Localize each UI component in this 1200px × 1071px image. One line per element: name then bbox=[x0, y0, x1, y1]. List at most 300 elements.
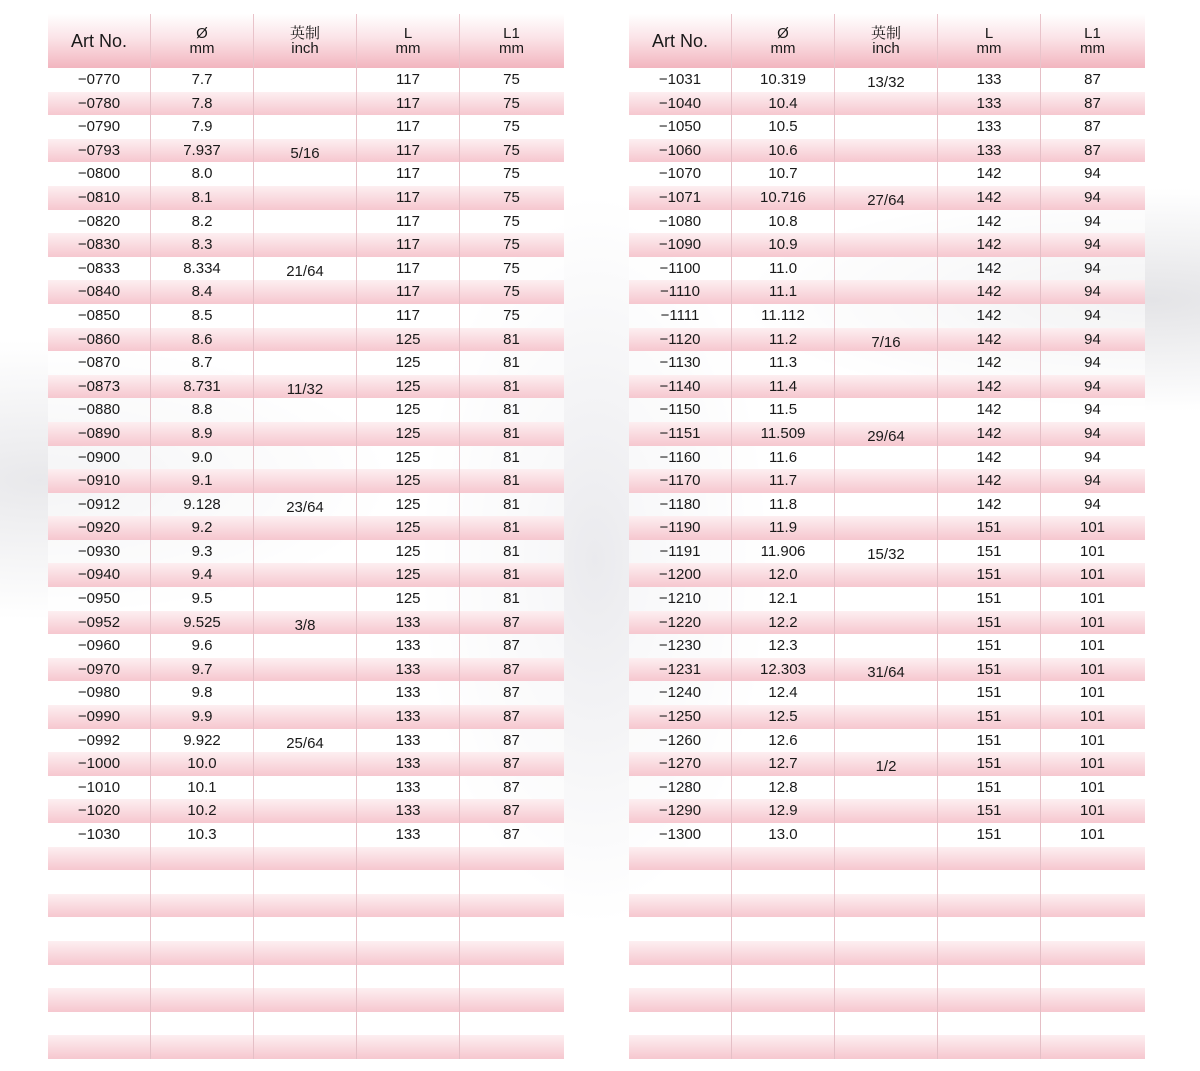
cell-length1: 101 bbox=[1079, 731, 1106, 749]
cell-art-no bbox=[48, 1012, 151, 1036]
cell-length1: 94 bbox=[1084, 306, 1101, 324]
cell-diameter: 12.1 bbox=[732, 587, 835, 611]
table-row bbox=[629, 587, 1145, 611]
cell-inch bbox=[835, 351, 938, 375]
header-diameter-symbol: Ø bbox=[777, 25, 789, 42]
cell-diameter: 10.0 bbox=[151, 752, 254, 776]
cell-art-no bbox=[629, 847, 732, 871]
cell-art-no: −0890 bbox=[48, 422, 151, 446]
cell-diameter: 11.3 bbox=[732, 351, 835, 375]
table-row bbox=[48, 870, 564, 894]
cell-length1: 94 bbox=[1084, 424, 1101, 442]
table-row bbox=[48, 823, 564, 847]
cell-length1: 101 bbox=[1079, 519, 1106, 537]
cell-art-no: −1300 bbox=[629, 823, 732, 847]
cell-art-no: −1180 bbox=[629, 493, 732, 517]
header-inch-unit: inch bbox=[291, 40, 319, 57]
cell-art-no: −1050 bbox=[629, 115, 732, 139]
cell-length bbox=[357, 965, 460, 989]
cell-diameter bbox=[732, 894, 835, 918]
cell-diameter: 12.2 bbox=[732, 611, 835, 635]
cell-art-no: −1060 bbox=[629, 139, 732, 163]
table-row bbox=[48, 634, 564, 658]
cell-length: 151 bbox=[938, 729, 1041, 753]
cell-art-no bbox=[48, 965, 151, 989]
cell-length1: 81 bbox=[503, 330, 520, 348]
header-length1 bbox=[460, 14, 563, 68]
cell-length1: 101 bbox=[1079, 708, 1106, 726]
cell-inch: 25/64 bbox=[254, 729, 357, 753]
cell-length1: 87 bbox=[503, 802, 520, 820]
cell-diameter: 8.3 bbox=[151, 233, 254, 257]
cell-inch bbox=[254, 870, 357, 894]
cell-length1: 75 bbox=[503, 71, 520, 88]
cell-art-no: −1100 bbox=[629, 257, 732, 281]
cell-diameter: 9.6 bbox=[151, 634, 254, 658]
cell-art-no: −1170 bbox=[629, 469, 732, 493]
table-row bbox=[629, 658, 1145, 682]
cell-length: 142 bbox=[938, 469, 1041, 493]
table-row bbox=[629, 941, 1145, 965]
header-art-no bbox=[48, 14, 151, 68]
header-art-label: Art No. bbox=[651, 30, 708, 51]
table-row bbox=[629, 375, 1145, 399]
cell-diameter: 10.6 bbox=[732, 139, 835, 163]
cell-diameter: 8.334 bbox=[151, 257, 254, 281]
cell-length1: 81 bbox=[503, 519, 520, 537]
header-length1-symbol: L1 bbox=[503, 25, 520, 42]
cell-art-no: −1010 bbox=[48, 776, 151, 800]
cell-art-no: −0992 bbox=[48, 729, 151, 753]
cell-diameter bbox=[151, 894, 254, 918]
cell-art-no: −1070 bbox=[629, 162, 732, 186]
cell-inch bbox=[254, 398, 357, 422]
header-length-symbol: L bbox=[403, 25, 413, 42]
cell-art-no bbox=[629, 894, 732, 918]
cell-art-no bbox=[629, 917, 732, 941]
cell-length1: 87 bbox=[503, 778, 520, 796]
cell-inch bbox=[835, 988, 938, 1012]
cell-inch bbox=[835, 611, 938, 635]
cell-art-no: −1071 bbox=[629, 186, 732, 210]
cell-length1: 94 bbox=[1084, 165, 1101, 183]
cell-inch bbox=[835, 516, 938, 540]
cell-length1 bbox=[1041, 870, 1144, 894]
cell-diameter: 11.0 bbox=[732, 257, 835, 281]
cell-length1: 94 bbox=[1084, 354, 1101, 372]
spec-table-left bbox=[48, 14, 564, 1059]
table-row bbox=[48, 799, 564, 823]
table-row bbox=[48, 776, 564, 800]
cell-length1: 87 bbox=[503, 637, 520, 655]
cell-inch bbox=[835, 469, 938, 493]
cell-length: 117 bbox=[357, 92, 460, 116]
table-row bbox=[629, 186, 1145, 210]
header-inch-chinese: 英制 bbox=[870, 25, 901, 42]
cell-diameter: 9.922 bbox=[151, 729, 254, 753]
cell-art-no bbox=[48, 1035, 151, 1059]
cell-art-no: −1130 bbox=[629, 351, 732, 375]
cell-art-no: −0790 bbox=[48, 115, 151, 139]
cell-length1: 75 bbox=[503, 118, 520, 136]
cell-length: 151 bbox=[938, 776, 1041, 800]
cell-length: 133 bbox=[357, 823, 460, 847]
cell-inch: 13/32 bbox=[835, 68, 938, 92]
cell-art-no: −1270 bbox=[629, 752, 732, 776]
cell-length: 133 bbox=[357, 658, 460, 682]
cell-inch bbox=[254, 446, 357, 470]
cell-art-no: −1090 bbox=[629, 233, 732, 257]
cell-art-no: −0910 bbox=[48, 469, 151, 493]
cell-length1 bbox=[460, 917, 563, 941]
cell-inch bbox=[254, 162, 357, 186]
cell-diameter bbox=[732, 1012, 835, 1036]
cell-diameter bbox=[151, 965, 254, 989]
cell-art-no: −1000 bbox=[48, 752, 151, 776]
cell-inch bbox=[254, 233, 357, 257]
cell-art-no: −0800 bbox=[48, 162, 151, 186]
table-body bbox=[48, 68, 564, 1059]
table-row bbox=[629, 776, 1145, 800]
cell-diameter bbox=[732, 870, 835, 894]
cell-diameter: 8.0 bbox=[151, 162, 254, 186]
cell-length: 125 bbox=[357, 398, 460, 422]
table-row bbox=[629, 304, 1145, 328]
cell-inch bbox=[835, 587, 938, 611]
cell-diameter: 11.509 bbox=[732, 422, 835, 446]
cell-length: 117 bbox=[357, 257, 460, 281]
cell-art-no: −1260 bbox=[629, 729, 732, 753]
cell-length1: 94 bbox=[1084, 259, 1101, 277]
cell-length: 133 bbox=[357, 611, 460, 635]
table-row bbox=[629, 469, 1145, 493]
cell-diameter: 9.3 bbox=[151, 540, 254, 564]
cell-inch bbox=[254, 705, 357, 729]
header-diameter-unit: mm bbox=[770, 40, 796, 57]
cell-art-no bbox=[629, 870, 732, 894]
cell-diameter: 8.5 bbox=[151, 304, 254, 328]
cell-diameter: 8.731 bbox=[151, 375, 254, 399]
cell-length1 bbox=[460, 1012, 563, 1036]
cell-diameter: 10.9 bbox=[732, 233, 835, 257]
header-diameter-unit: mm bbox=[189, 40, 215, 57]
cell-length: 125 bbox=[357, 375, 460, 399]
cell-length: 142 bbox=[938, 493, 1041, 517]
cell-length: 151 bbox=[938, 611, 1041, 635]
cell-diameter bbox=[732, 941, 835, 965]
cell-inch bbox=[835, 92, 938, 116]
table-row bbox=[629, 257, 1145, 281]
header-length1-unit: mm bbox=[1080, 40, 1105, 57]
cell-length: 142 bbox=[938, 186, 1041, 210]
cell-inch bbox=[254, 894, 357, 918]
cell-art-no: −0952 bbox=[48, 611, 151, 635]
cell-art-no: −0850 bbox=[48, 304, 151, 328]
cell-inch: 1/2 bbox=[835, 752, 938, 776]
table-row bbox=[629, 611, 1145, 635]
cell-inch bbox=[254, 752, 357, 776]
table-row bbox=[48, 540, 564, 564]
cell-inch: 15/32 bbox=[835, 540, 938, 564]
cell-inch bbox=[254, 799, 357, 823]
cell-inch bbox=[835, 398, 938, 422]
cell-diameter: 10.716 bbox=[732, 186, 835, 210]
header-diameter bbox=[732, 14, 835, 68]
cell-art-no bbox=[48, 988, 151, 1012]
cell-length: 125 bbox=[357, 587, 460, 611]
table-row bbox=[48, 516, 564, 540]
cell-length bbox=[938, 917, 1041, 941]
cell-diameter: 7.8 bbox=[151, 92, 254, 116]
cell-inch bbox=[835, 634, 938, 658]
cell-diameter: 11.7 bbox=[732, 469, 835, 493]
spec-table-right bbox=[629, 14, 1145, 1059]
cell-length1 bbox=[1041, 1012, 1144, 1036]
table-row bbox=[48, 941, 564, 965]
table-row bbox=[629, 729, 1145, 753]
cell-length bbox=[357, 870, 460, 894]
cell-diameter: 11.1 bbox=[732, 280, 835, 304]
cell-inch bbox=[254, 587, 357, 611]
cell-length: 151 bbox=[938, 634, 1041, 658]
cell-length1: 94 bbox=[1084, 495, 1101, 513]
cell-length1: 101 bbox=[1079, 613, 1106, 631]
table-row bbox=[629, 398, 1145, 422]
table-row bbox=[629, 1035, 1145, 1059]
table-row bbox=[48, 68, 564, 92]
table-row bbox=[629, 233, 1145, 257]
cell-length: 117 bbox=[357, 115, 460, 139]
cell-inch bbox=[835, 563, 938, 587]
cell-art-no: −1210 bbox=[629, 587, 732, 611]
cell-diameter: 9.128 bbox=[151, 493, 254, 517]
cell-diameter: 12.0 bbox=[732, 563, 835, 587]
cell-inch bbox=[835, 894, 938, 918]
table-row bbox=[48, 1035, 564, 1059]
cell-length1: 87 bbox=[503, 684, 520, 702]
cell-inch: 31/64 bbox=[835, 658, 938, 682]
cell-art-no bbox=[629, 988, 732, 1012]
cell-inch bbox=[835, 847, 938, 871]
table-row bbox=[48, 611, 564, 635]
cell-art-no bbox=[629, 941, 732, 965]
cell-diameter: 12.8 bbox=[732, 776, 835, 800]
table-row bbox=[48, 894, 564, 918]
cell-length: 117 bbox=[357, 68, 460, 92]
cell-diameter: 10.5 bbox=[732, 115, 835, 139]
cell-inch bbox=[254, 186, 357, 210]
cell-length bbox=[938, 894, 1041, 918]
cell-length1: 94 bbox=[1084, 448, 1101, 466]
cell-diameter: 8.1 bbox=[151, 186, 254, 210]
cell-length bbox=[357, 917, 460, 941]
cell-art-no bbox=[629, 965, 732, 989]
cell-length: 151 bbox=[938, 563, 1041, 587]
cell-inch bbox=[835, 1012, 938, 1036]
cell-diameter: 10.2 bbox=[151, 799, 254, 823]
cell-length1: 101 bbox=[1079, 778, 1106, 796]
table-row bbox=[629, 823, 1145, 847]
cell-art-no: −1190 bbox=[629, 516, 732, 540]
table-row bbox=[629, 162, 1145, 186]
cell-length1: 101 bbox=[1079, 755, 1106, 773]
cell-length1: 94 bbox=[1084, 188, 1101, 206]
cell-art-no: −0840 bbox=[48, 280, 151, 304]
cell-art-no: −1240 bbox=[629, 681, 732, 705]
cell-diameter bbox=[732, 847, 835, 871]
cell-art-no: −0990 bbox=[48, 705, 151, 729]
cell-diameter: 10.319 bbox=[732, 68, 835, 92]
cell-inch bbox=[254, 68, 357, 92]
cell-inch bbox=[254, 351, 357, 375]
table-row bbox=[48, 398, 564, 422]
cell-diameter: 11.9 bbox=[732, 516, 835, 540]
table-row bbox=[48, 186, 564, 210]
cell-art-no: −1080 bbox=[629, 210, 732, 234]
cell-diameter: 9.5 bbox=[151, 587, 254, 611]
cell-length: 133 bbox=[938, 92, 1041, 116]
cell-inch bbox=[835, 799, 938, 823]
cell-inch: 23/64 bbox=[254, 493, 357, 517]
cell-inch bbox=[835, 115, 938, 139]
table-row bbox=[629, 799, 1145, 823]
cell-length1: 87 bbox=[503, 731, 520, 749]
table-row bbox=[629, 139, 1145, 163]
table-row bbox=[629, 634, 1145, 658]
cell-length: 142 bbox=[938, 375, 1041, 399]
cell-inch: 5/16 bbox=[254, 139, 357, 163]
cell-length: 142 bbox=[938, 162, 1041, 186]
cell-length: 125 bbox=[357, 540, 460, 564]
cell-inch bbox=[254, 92, 357, 116]
cell-length: 125 bbox=[357, 422, 460, 446]
cell-length: 151 bbox=[938, 658, 1041, 682]
cell-inch: 27/64 bbox=[835, 186, 938, 210]
cell-diameter bbox=[151, 941, 254, 965]
cell-length: 125 bbox=[357, 516, 460, 540]
cell-diameter bbox=[732, 1035, 835, 1059]
table-row bbox=[629, 870, 1145, 894]
cell-length: 151 bbox=[938, 799, 1041, 823]
cell-art-no bbox=[48, 870, 151, 894]
header-length bbox=[938, 14, 1041, 68]
cell-length1 bbox=[1041, 1035, 1144, 1059]
cell-length: 142 bbox=[938, 210, 1041, 234]
cell-diameter: 8.7 bbox=[151, 351, 254, 375]
cell-inch bbox=[835, 870, 938, 894]
header-length1 bbox=[1041, 14, 1144, 68]
cell-inch bbox=[254, 658, 357, 682]
cell-art-no bbox=[629, 1035, 732, 1059]
cell-inch bbox=[835, 941, 938, 965]
cell-length1: 87 bbox=[503, 613, 520, 631]
table-header bbox=[629, 14, 1145, 68]
cell-length: 133 bbox=[357, 776, 460, 800]
cell-inch bbox=[835, 1035, 938, 1059]
table-row bbox=[629, 493, 1145, 517]
table-row bbox=[629, 446, 1145, 470]
cell-art-no: −0930 bbox=[48, 540, 151, 564]
cell-inch bbox=[254, 328, 357, 352]
cell-length bbox=[938, 1035, 1041, 1059]
table-row bbox=[629, 965, 1145, 989]
cell-inch bbox=[254, 941, 357, 965]
cell-art-no: −0970 bbox=[48, 658, 151, 682]
cell-diameter: 10.7 bbox=[732, 162, 835, 186]
table-row bbox=[48, 162, 564, 186]
cell-art-no: −1191 bbox=[629, 540, 732, 564]
cell-inch bbox=[835, 280, 938, 304]
table-row bbox=[48, 422, 564, 446]
cell-length1: 94 bbox=[1084, 283, 1101, 301]
cell-length1: 81 bbox=[503, 448, 520, 466]
cell-art-no: −1040 bbox=[629, 92, 732, 116]
table-row bbox=[48, 752, 564, 776]
cell-diameter: 9.1 bbox=[151, 469, 254, 493]
cell-inch bbox=[254, 847, 357, 871]
cell-art-no: −0900 bbox=[48, 446, 151, 470]
cell-length1 bbox=[1041, 988, 1144, 1012]
cell-length1 bbox=[460, 847, 563, 871]
table-row bbox=[629, 894, 1145, 918]
cell-length1: 75 bbox=[503, 212, 520, 230]
cell-diameter: 8.4 bbox=[151, 280, 254, 304]
cell-length1: 87 bbox=[1084, 71, 1101, 88]
cell-art-no: −1230 bbox=[629, 634, 732, 658]
header-length-symbol: L bbox=[984, 25, 994, 42]
cell-inch: 7/16 bbox=[835, 328, 938, 352]
cell-art-no: −0920 bbox=[48, 516, 151, 540]
cell-length: 151 bbox=[938, 752, 1041, 776]
cell-art-no: −1140 bbox=[629, 375, 732, 399]
cell-inch bbox=[835, 210, 938, 234]
table-row bbox=[48, 446, 564, 470]
cell-inch bbox=[254, 1035, 357, 1059]
cell-diameter: 8.9 bbox=[151, 422, 254, 446]
cell-diameter: 13.0 bbox=[732, 823, 835, 847]
cell-art-no: −1020 bbox=[48, 799, 151, 823]
cell-length1 bbox=[1041, 847, 1144, 871]
table-row bbox=[629, 328, 1145, 352]
cell-art-no: −0873 bbox=[48, 375, 151, 399]
table-row bbox=[48, 493, 564, 517]
cell-length bbox=[938, 870, 1041, 894]
header-length bbox=[357, 14, 460, 68]
table-body bbox=[629, 68, 1145, 1059]
table-row bbox=[48, 729, 564, 753]
cell-length: 142 bbox=[938, 398, 1041, 422]
cell-art-no: −1231 bbox=[629, 658, 732, 682]
table-row bbox=[48, 351, 564, 375]
cell-length: 142 bbox=[938, 446, 1041, 470]
cell-inch bbox=[254, 563, 357, 587]
cell-length bbox=[938, 941, 1041, 965]
header-length-unit: mm bbox=[976, 40, 1002, 57]
cell-diameter: 11.8 bbox=[732, 493, 835, 517]
cell-length bbox=[357, 847, 460, 871]
cell-art-no: −0912 bbox=[48, 493, 151, 517]
cell-length: 117 bbox=[357, 233, 460, 257]
cell-diameter: 12.3 bbox=[732, 634, 835, 658]
cell-diameter bbox=[732, 917, 835, 941]
table-row bbox=[629, 681, 1145, 705]
cell-length1: 94 bbox=[1084, 401, 1101, 419]
cell-length1: 75 bbox=[503, 141, 520, 159]
table-row bbox=[629, 705, 1145, 729]
cell-length bbox=[357, 1012, 460, 1036]
cell-art-no: −1290 bbox=[629, 799, 732, 823]
table-row bbox=[48, 328, 564, 352]
